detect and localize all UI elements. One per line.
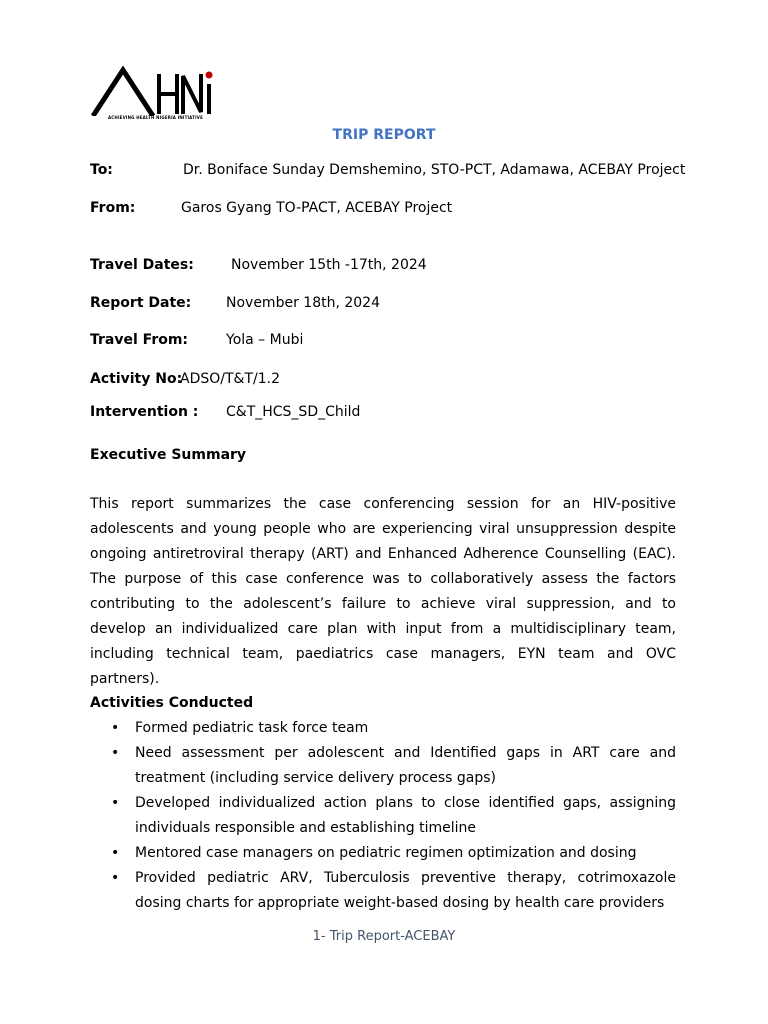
- from-value: Garos Gyang TO-PACT, ACEBAY Project: [181, 200, 453, 216]
- to-value: Dr. Boniface Sunday Demshemino, STO-PCT, Adamawa, ACEBAY Project: [183, 162, 686, 178]
- activities-heading: Activities Conducted: [90, 695, 254, 711]
- logo-tagline: ACHIEVING HEALTH NIGERIA INITIATIVE: [108, 115, 204, 120]
- activity-item: [90, 866, 676, 916]
- activity-item: [90, 791, 676, 841]
- activities-list: [90, 716, 676, 916]
- activity-no-value: ADSO/T&T/1.2: [180, 371, 280, 387]
- report-date-value: November 18th, 2024: [226, 295, 380, 311]
- report-date-label: Report Date:: [90, 295, 192, 311]
- ahni-logo: [91, 66, 215, 124]
- intervention-value: C&T_HCS_SD_Child: [226, 404, 361, 420]
- bullet-glyph: •: [111, 720, 120, 736]
- ahni-logo-mark: [91, 66, 215, 116]
- from-label: From:: [90, 200, 136, 216]
- activity-item: [90, 716, 676, 741]
- travel-from-label: Travel From:: [90, 332, 189, 348]
- activity-no-label: Activity No:: [90, 371, 183, 387]
- activity-text: Formed pediatric task force team: [135, 720, 369, 736]
- bullet-glyph: •: [111, 845, 120, 861]
- executive-summary-heading: Executive Summary: [90, 447, 247, 463]
- to-label: To:: [90, 162, 113, 178]
- travel-from-value: Yola – Mubi: [226, 332, 304, 348]
- bullet-glyph: •: [111, 870, 120, 886]
- activity-item: [90, 741, 676, 791]
- bullet-glyph: •: [111, 745, 120, 761]
- activity-item: [90, 841, 676, 866]
- activity-text: Mentored case managers on pediatric regimen optimization and dosing: [135, 845, 637, 861]
- intervention-label: Intervention :: [90, 404, 199, 420]
- report-title: TRIP REPORT: [332, 127, 436, 143]
- activity-text: Provided pediatric ARV, Tuberculosis preventive therapy, cotrimoxazole dosing charts for appropriate weight-based dosing by health care providers: [135, 870, 676, 911]
- activity-text: Need assessment per adolescent and Identified gaps in ART care and treatment (including service delivery process gaps): [135, 745, 676, 786]
- activity-text: Developed individualized action plans to close identified gaps, assigning individuals responsible and establishing timeline: [135, 795, 676, 836]
- travel-dates-label: Travel Dates:: [90, 257, 194, 273]
- executive-summary-text: This report summarizes the case conferencing session for an HIV-positive adolescents and young people who are experiencing viral unsuppression despite ongoing antiretroviral therapy (ART) and Enhanced Adherence Counselling (EAC). The purpose of this case conference was to collaboratively assess the factors contributing to the adolescent’s failure to achieve viral suppression, and to develop an individualized care plan with input from a multidisciplinary team, including technical team, paediatrics case managers, EYN team and OVC partners).: [90, 496, 676, 687]
- page-footer: 1- Trip Report-ACEBAY: [312, 929, 456, 944]
- travel-dates-value: November 15th -17th, 2024: [231, 257, 427, 273]
- bullet-glyph: •: [111, 795, 120, 811]
